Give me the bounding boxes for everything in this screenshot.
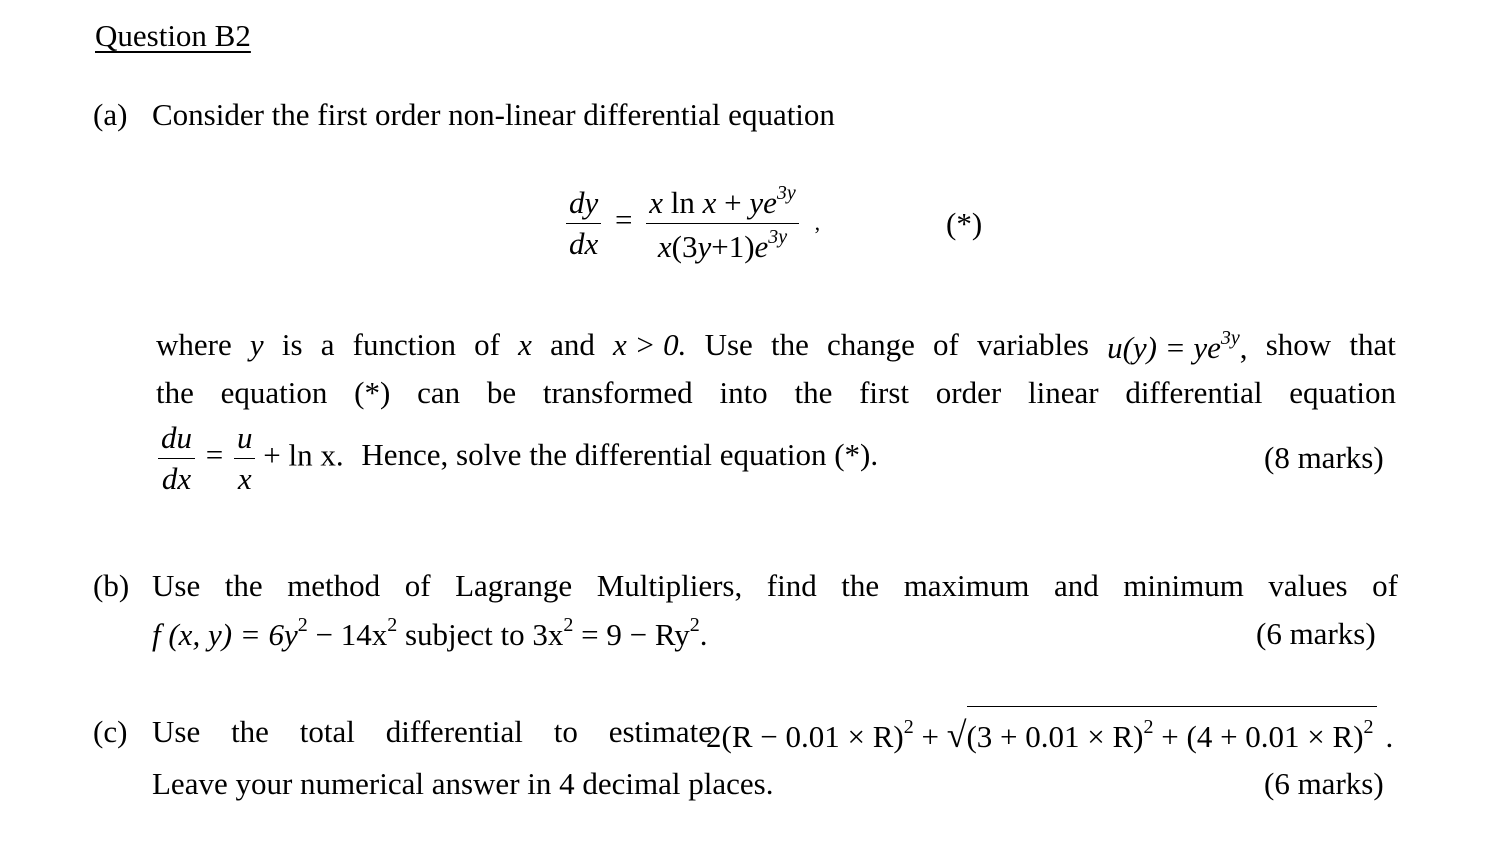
sqrt-overline [967, 706, 1377, 707]
part-b-marks: (6 marks) [1256, 616, 1376, 651]
part-c-expression [706, 714, 1393, 756]
den-y: y [697, 228, 712, 264]
word: estimate [608, 714, 712, 749]
word: the [224, 568, 263, 603]
c-end: . [1385, 719, 1394, 754]
word: is [281, 327, 303, 362]
equation-comma: , [814, 210, 821, 236]
num-x: x [649, 185, 664, 220]
word: and [1053, 568, 1099, 603]
word: of [404, 568, 431, 603]
part-a-line-2 [156, 375, 1396, 411]
word: Use [704, 327, 753, 362]
word: of [933, 327, 959, 362]
part-c-marks: (6 marks) [1264, 766, 1384, 801]
rhs-denominator [655, 224, 790, 265]
rhs-numerator [646, 182, 799, 224]
num-plus: + [724, 185, 742, 220]
part-a-line-1 [156, 327, 1396, 366]
part-a-line-3 [158, 420, 878, 496]
word: be [486, 375, 517, 410]
den-e: e [754, 228, 769, 264]
num-exponent: 3y [776, 182, 796, 204]
word: can [417, 375, 461, 410]
line3-math-rest: + ln x. [263, 437, 344, 473]
num-x2: x [702, 185, 717, 220]
word: of [1372, 568, 1398, 603]
du-numerator: du [158, 420, 195, 459]
b-math-f: f (x, y) = 6y [152, 617, 298, 652]
word: differential [1125, 375, 1263, 410]
word: order [935, 375, 1002, 410]
c-math-1: 2(R − 0.01 × R) [706, 719, 904, 754]
c-sup-2: 2 [1143, 716, 1154, 738]
word: Lagrange [455, 568, 573, 603]
b-math-constraint: 3x [532, 617, 564, 652]
dy-dx-fraction [566, 185, 601, 261]
word: x > 0. [613, 327, 687, 362]
change-of-variables-formula: $u(y) = ye^{3y}$, [1107, 327, 1248, 365]
part-c-line-2: Leave your numerical answer in 4 decimal places. [152, 766, 774, 801]
word: variables [977, 327, 1089, 362]
rhs-fraction [646, 182, 799, 264]
word: x [518, 327, 532, 362]
c-math-3: (3 + 0.01 × R) [966, 719, 1144, 754]
dy-numerator: dy [566, 185, 601, 224]
den-plus-one: +1) [711, 228, 755, 264]
num-ye: ye [749, 185, 777, 220]
b-sup-4: 2 [689, 614, 700, 636]
word: Use [152, 714, 201, 749]
word: transformed [542, 375, 693, 410]
word: to [553, 714, 578, 749]
word: and [550, 327, 595, 362]
part-c-label: (c) [93, 714, 128, 749]
word: equation [1289, 375, 1396, 410]
x-denominator: x [237, 460, 252, 496]
b-math-constraint-2: = 9 − Ry [573, 617, 690, 652]
word: linear [1027, 375, 1099, 410]
word: the [794, 375, 833, 410]
line3-equals: = [205, 437, 224, 473]
equation-star [566, 182, 820, 264]
den-x: x [657, 228, 672, 264]
word: (*) [354, 375, 391, 410]
word: values [1268, 568, 1348, 603]
word: that [1349, 327, 1396, 362]
c-sup-1: 2 [903, 716, 914, 738]
word: maximum [903, 568, 1030, 603]
b-sup-1: 2 [297, 614, 308, 636]
word: first [859, 375, 910, 410]
word: method [287, 568, 381, 603]
den-exponent: 3y [768, 225, 788, 248]
question-title: Question B2 [95, 18, 251, 53]
word: y [249, 327, 264, 362]
word: function [352, 327, 456, 362]
word: find [766, 568, 817, 603]
word: Use [152, 568, 201, 603]
word: where [156, 327, 232, 362]
u-over-x-fraction [234, 420, 256, 496]
word: the [156, 375, 194, 410]
word: equation [220, 375, 328, 410]
du-dx-fraction [158, 420, 195, 496]
dx-denominator-2: dx [161, 460, 192, 496]
equation-tag: (*) [946, 206, 983, 241]
equals-sign: = [615, 202, 633, 238]
b-math-minus: − 14x [307, 617, 388, 652]
sqrt-sign: √ [946, 715, 967, 755]
word: the [771, 327, 809, 362]
word: a [320, 327, 335, 362]
b-subject-to: subject to [397, 617, 533, 652]
word: differential [385, 714, 523, 749]
word: change [827, 327, 915, 362]
part-a-label: (a) [93, 97, 128, 132]
c-math-plus: + [913, 719, 947, 754]
line3-text: Hence, solve the differential equation (*). [361, 437, 879, 473]
word: u(y) = ye [1107, 330, 1221, 365]
word: of [474, 327, 500, 362]
c-sup-3: 2 [1363, 716, 1374, 738]
word: the [231, 714, 269, 749]
dx-denominator: dx [569, 225, 599, 261]
word: into [719, 375, 768, 410]
part-b-label: (b) [93, 568, 130, 603]
u-numerator: u [234, 420, 256, 459]
part-a-intro: Consider the first order non-linear differential equation [152, 97, 835, 132]
part-b-line-1 [152, 568, 1398, 604]
word: the [841, 568, 880, 603]
word: show [1265, 327, 1332, 362]
word: minimum [1123, 568, 1244, 603]
b-end: . [699, 617, 708, 652]
part-b-line-2 [152, 614, 708, 653]
word: total [299, 714, 355, 749]
b-sup-2: 2 [387, 614, 398, 636]
b-sup-3: 2 [563, 614, 574, 636]
c-math-4: + (4 + 0.01 × R) [1153, 719, 1364, 754]
num-ln: ln [670, 185, 695, 220]
word: Multipliers, [596, 568, 743, 603]
den-paren: (3 [671, 228, 698, 264]
part-c-line-1 [152, 714, 712, 750]
part-a-marks: (8 marks) [1264, 440, 1384, 475]
exponent-3y: 3y [1220, 327, 1240, 349]
